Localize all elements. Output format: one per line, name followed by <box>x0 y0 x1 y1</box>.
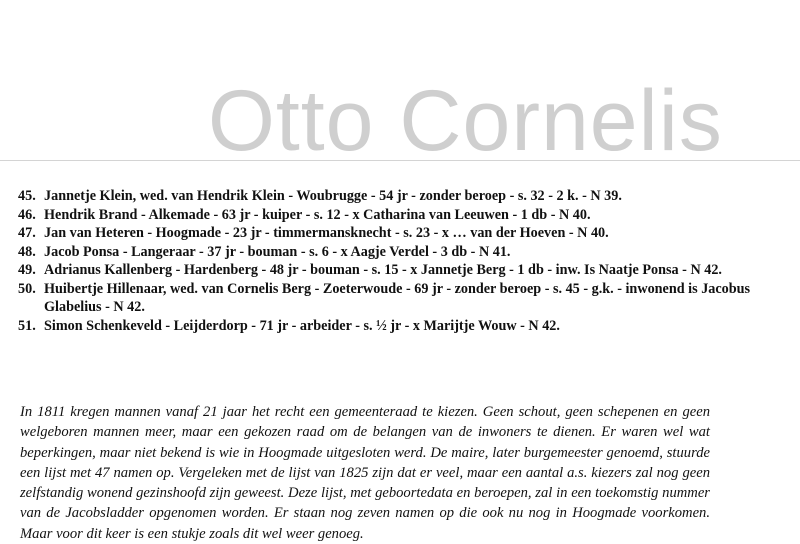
entry-list <box>18 187 788 335</box>
entry-text: Adrianus Kallenberg - Hardenberg - 48 jr - bouman - s. 15 - x Jannetje Berg - 1 db - inw. Is Naatje Ponsa - N 42. <box>44 262 722 278</box>
entry-text: Jan van Heteren - Hoogmade - 23 jr - timmermansknecht - s. 23 - x … van der Hoeven - N 40. <box>44 225 609 241</box>
page-title: Otto Cornelis <box>208 73 723 169</box>
entry-number: 47. <box>18 225 36 241</box>
entry-text: Huibertje Hillenaar, wed. van Cornelis Berg - Zoeterwoude - 69 jr - zonder beroep - s. 45 - g.k. - inwonend is Jacobus Glabelius - N 42. <box>44 280 751 315</box>
list-item <box>18 187 788 206</box>
list-item <box>18 261 788 280</box>
header-divider <box>0 160 800 161</box>
list-item <box>18 280 788 317</box>
entry-text: Jacob Ponsa - Langeraar - 37 jr - bouman - s. 6 - x Aagje Verdel - 3 db - N 41. <box>44 243 511 260</box>
entry-text: Simon Schenkeveld - Leijderdorp - 71 jr - arbeider - s. ½ jr - x Marijtje Wouw - N 42. <box>44 317 560 334</box>
entry-text: Hendrik Brand - Alkemade - 63 jr - kuiper - s. 12 - x Catharina van Leeuwen - 1 db - N 40. <box>44 206 591 223</box>
list-item <box>18 317 788 336</box>
entry-number: 49. <box>18 262 36 278</box>
entry-number: 46. <box>18 206 36 223</box>
list-item <box>18 243 788 262</box>
list-item <box>18 206 788 225</box>
entry-number: 48. <box>18 243 36 260</box>
list-item <box>18 224 788 243</box>
body-paragraph: In 1811 kregen mannen vanaf 21 jaar het recht een gemeenteraad te kiezen. Geen schout, geen schepenen en geen welgeboren mannen meer, maar een gekozen raad om de belangen van de inwoners te dienen. Er waren wel wat beperkingen, maar niet bekend is wie in Hoogmade uitgesloten werd. De maire, later burgemeester genoemd, stuurde een lijst met 47 namen op. Vergeleken met de lijst van 1825 zijn dat er veel, maar een aantal a.s. kiezers zal nog geen zelfstandig wonend gezinshoofd zijn geweest. Deze lijst, met geboortedata en beroepen, zal in een toekomstig nummer van de Jacobsladder opgenomen worden. Er staan nog zeven namen op die ook nu nog in Hoogmade voorkomen. Maar voor dit keer is een stukje zoals dit wel weer genoeg. <box>20 404 710 542</box>
entry-number: 51. <box>18 317 36 334</box>
entry-number: 50. <box>18 280 36 297</box>
entry-text: Jannetje Klein, wed. van Hendrik Klein - Woubrugge - 54 jr - zonder beroep - s. 32 - 2 k. - N 39. <box>44 188 622 204</box>
entry-number: 45. <box>18 188 36 204</box>
